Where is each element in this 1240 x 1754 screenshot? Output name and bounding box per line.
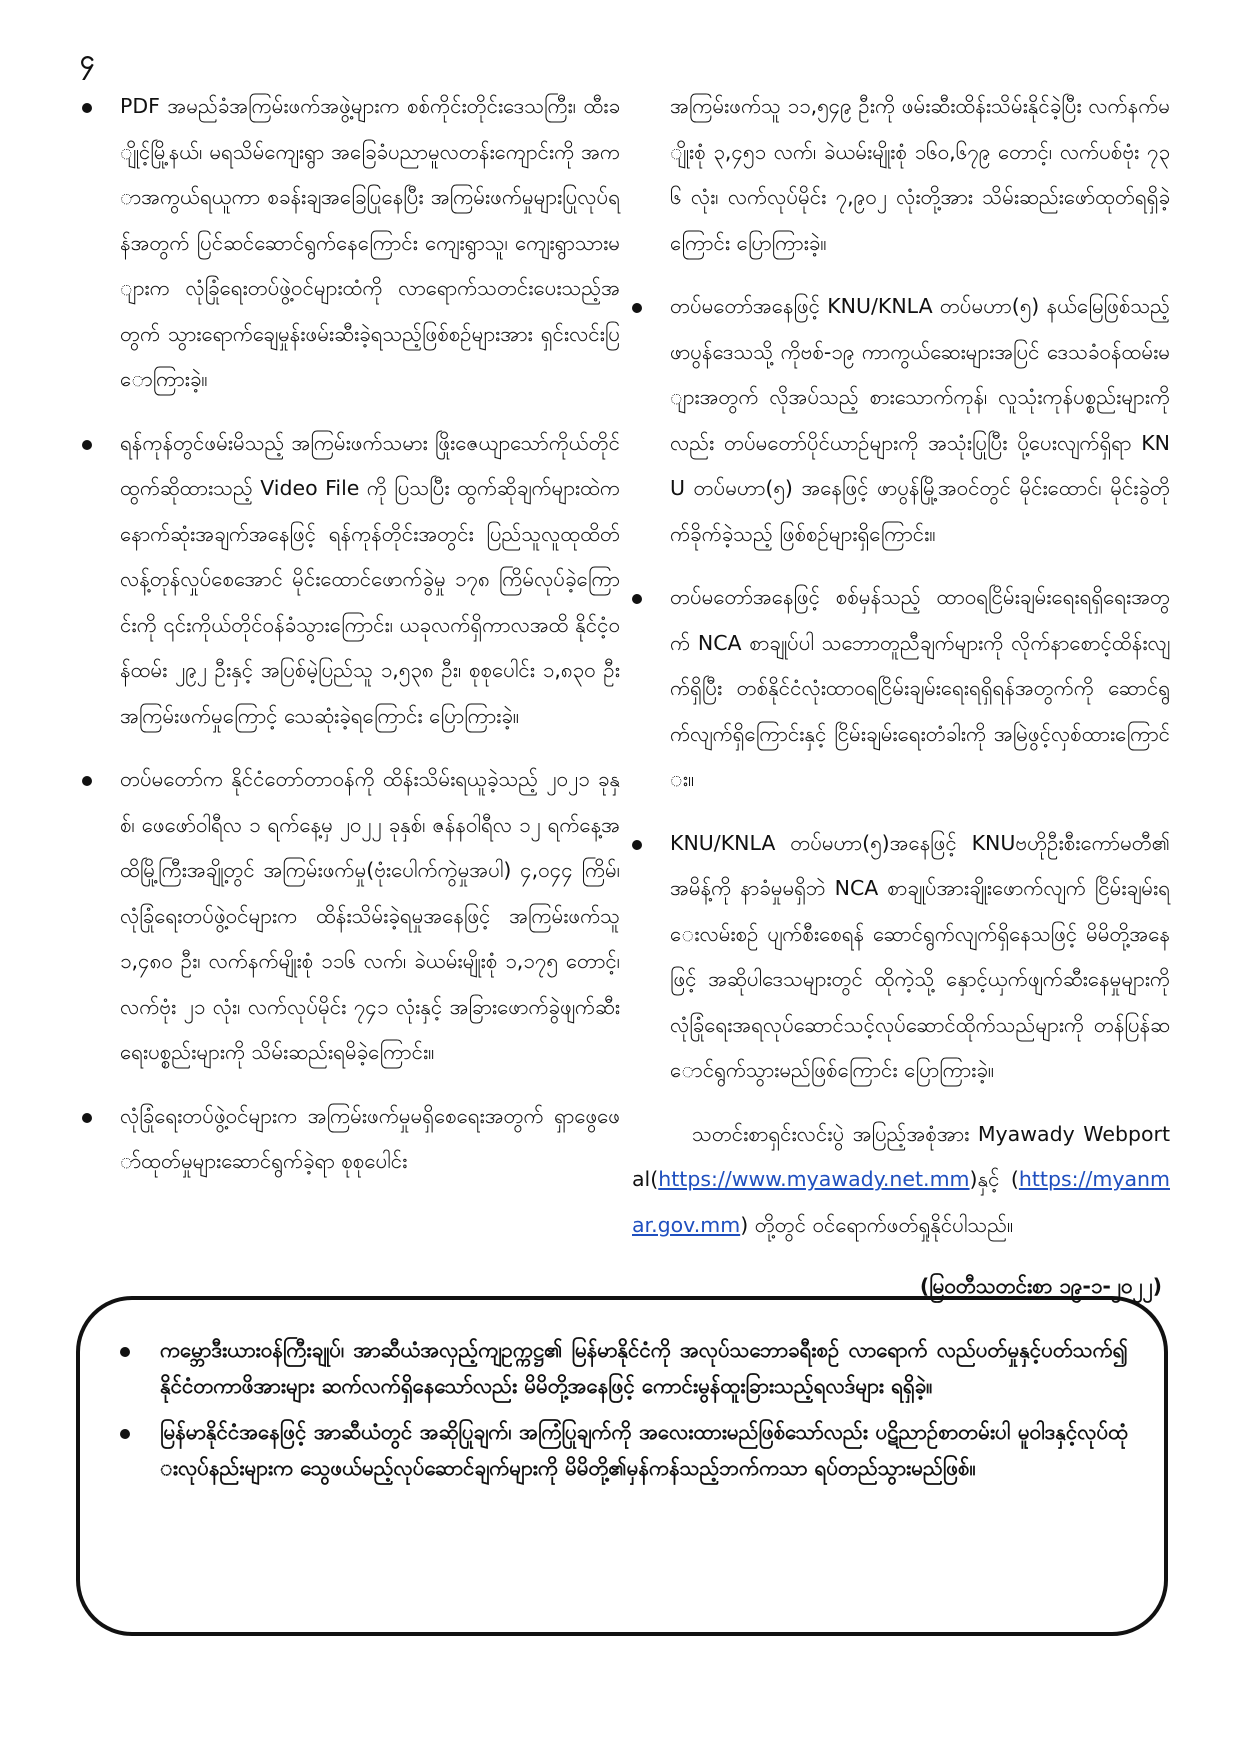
paragraph-text: တပ်မတော်က နိုင်ငံတော်တာဝန်ကို ထိန်းသိမ်းရယူခဲ့သည့် ၂၀၂၁ ခုနှစ်၊ ဖေဖော်ဝါရီလ ၁ ရက်နေ့မှ ၂၀၂၂ ခုနှစ်၊ ဇန်နဝါရီလ ၁၂ ရက်နေ့အထိမြို့ကြီးအချို့တွင် အကြမ်းဖက်မှု(ဗုံးပေါက်ကွဲမှုအပါ) ၄,၀၄၄ ကြိမ်၊ လုံခြုံရေးတပ်ဖွဲ့ဝင်များက ထိန်းသိမ်းခဲ့ရမှုအနေဖြင့် အကြမ်းဖက်သူ ၁,၄၈၀ ဦး၊ လက်နက်မျိုးစုံ ၁၁၆ လက်၊ ခဲယမ်းမျိုးစုံ ၁,၁၇၅ တောင့်၊ လက်ဗုံး ၂၁ လုံး၊ လက်လုပ်မိုင်း ၇၄၁ လုံးနှင့် အခြားဖောက်ခွဲဖျက်ဆီးရေးပစ္စည်းများကို သိမ်းဆည်းရမိခဲ့ကြောင်း။ bbox=[120, 767, 620, 1064]
bullet-icon bbox=[82, 776, 92, 786]
closing-mid-text: )နှင့် ( bbox=[969, 1167, 1019, 1191]
bullet-paragraph bbox=[632, 284, 1170, 557]
page-number: ၄ bbox=[80, 45, 95, 75]
paragraph-text: KNU/KNLA တပ်မဟာ(၅)အနေဖြင့် KNUဗဟိုဦးစီးကော်မတီ၏အမိန့်ကို နာခံမှုမရှိဘဲ NCA စာချုပ်အားချိုးဖောက်လျက် ငြိမ်းချမ်းရေးလမ်းစဉ် ပျက်စီးစေရန် ဆောင်ရွက်လျက်ရှိနေသဖြင့် မိမိတို့အနေဖြင့် အဆိုပါဒေသများတွင် ထိုကဲ့သို့ နှောင့်ယှက်ဖျက်ဆီးနေမှုများကို လုံခြုံရေးအရလုပ်ဆောင်သင့်လုပ်ဆောင်ထိုက်သည်များကို တန်ပြန်ဆောင်ရွက်သွားမည်ဖြစ်ကြောင်း ပြောကြားခဲ့။ bbox=[670, 830, 1170, 1082]
bullet-icon bbox=[120, 1347, 130, 1357]
bullet-paragraph bbox=[82, 1094, 620, 1185]
summary-text: ကမ္ဘောဒီးယားဝန်ကြီးချုပ်၊ အာဆီယံအလှည့်ကျဥက္ကဋ္ဌ၏ မြန်မာနိုင်ငံကို အလုပ်သဘောခရီးစဉ် လာရောက် လည်ပတ်မှုနှင့်ပတ်သက်၍ နိုင်ငံတကာဖိအားများ ဆက်လက်ရှိနေသော်လည်း မိမိတို့အနေဖြင့် ကောင်းမွန်ထူးခြားသည့်ရလဒ်များ ရရှိခဲ့။ bbox=[160, 1338, 1128, 1398]
paragraph-text: တပ်မတော်အနေဖြင့် စစ်မှန်သည့် ထာဝရငြိမ်းချမ်းရေးရရှိရေးအတွက် NCA စာချုပ်ပါ သဘောတူညီချက်များကို လိုက်နာစောင့်ထိန်းလျက်ရှိပြီး တစ်နိုင်ငံလုံးထာဝရငြိမ်းချမ်းရေးရရှိရန်အတွက်ကို ဆောင်ရွက်လျက်ရှိကြောင်းနှင့် ငြိမ်းချမ်းရေးတံခါးကို အမြဲဖွင့်လှစ်ထားကြောင်း။ bbox=[670, 585, 1170, 791]
bullet-icon bbox=[632, 594, 642, 604]
bullet-paragraph bbox=[82, 757, 620, 1076]
paragraph-text: PDF အမည်ခံအကြမ်းဖက်အဖွဲ့များက စစ်ကိုင်းတိုင်းဒေသကြီး၊ ထီးချိုင့်မြို့နယ်၊ မရသိမ်ကျေးရွာ အခြေခံပညာမူလတန်းကျောင်းကို အကာအကွယ်ရယူကာ စခန်းချအခြေပြုနေပြီး အကြမ်းဖက်မှုများပြုလုပ်ရန်အတွက် ပြင်ဆင်ဆောင်ရွက်နေကြောင်း ကျေးရွာသူ၊ ကျေးရွာသားများက လုံခြုံရေးတပ်ဖွဲ့ဝင်များထံကို လာရောက်သတင်းပေးသည့်အတွက် သွားရောက်ချေမှုန်းဖမ်းဆီးခဲ့ရသည့်ဖြစ်စဉ်များအား ရှင်းလင်းပြောကြားခဲ့။ bbox=[120, 94, 620, 391]
bullet-paragraph bbox=[82, 84, 620, 403]
closing-tail-text: ) တို့တွင် ဝင်ရောက်ဖတ်ရှုနိုင်ပါသည်။ bbox=[740, 1212, 1014, 1237]
bullet-paragraph bbox=[82, 421, 620, 740]
bullet-icon bbox=[82, 440, 92, 450]
bullet-icon bbox=[82, 103, 92, 113]
continued-paragraph bbox=[632, 84, 1170, 266]
right-column bbox=[632, 84, 1170, 1306]
myawady-link[interactable]: https://www.myawady.net.mm bbox=[658, 1167, 970, 1191]
source-date: (မြဝတီသတင်းစာ ၁၉-၁-၂၀၂၂) bbox=[919, 1274, 1162, 1298]
paragraph-text: လုံခြုံရေးတပ်ဖွဲ့ဝင်များက အကြမ်းဖက်မှုမရှိစေရေးအတွက် ရှာဖွေဖော်ထုတ်မှုများဆောင်ရွက်ခဲ့ရာ စုစုပေါင်း bbox=[120, 1103, 620, 1173]
bullet-icon bbox=[82, 1113, 92, 1123]
paragraph-text: တပ်မတော်အနေဖြင့် KNU/KNLA တပ်မဟာ(၅) နယ်မြေဖြစ်သည့် ဖာပွန်ဒေသသို့ ကိုဗစ်-၁၉ ကာကွယ်ဆေးများအပြင် ဒေသခံဝန်ထမ်းများအတွက် လိုအပ်သည့် စားသောက်ကုန်၊ လူသုံးကုန်ပစ္စည်းများကိုလည်း တပ်မတော်ပိုင်ယာဉ်များကို အသုံးပြုပြီး ပို့ပေးလျက်ရှိရာ KNU တပ်မဟာ(၅) အနေဖြင့် ဖာပွန်မြို့အဝင်တွင် မိုင်းထောင်၊ မိုင်းခွဲတိုက်ခိုက်ခဲ့သည့် ဖြစ်စဉ်များရှိကြောင်း။ bbox=[670, 294, 1170, 546]
paragraph-text: ရန်ကုန်တွင်ဖမ်းမိသည့် အကြမ်းဖက်သမား ဖြိုးဇေယျာသော်ကိုယ်တိုင် ထွက်ဆိုထားသည့် Video File ကို ပြသပြီး ထွက်ဆိုချက်များထဲက နောက်ဆုံးအချက်အနေဖြင့် ရန်ကုန်တိုင်းအတွင်း ပြည်သူလူထုထိတ်လန့်တုန်လှုပ်စေအောင် မိုင်းထောင်ဖောက်ခွဲမှု ၁၇၈ ကြိမ်လုပ်ခဲ့ကြောင်းကို ၎င်းကိုယ်တိုင်ဝန်ခံသွားကြောင်း၊ ယခုလက်ရှိကာလအထိ နိုင်ငံ့ဝန်ထမ်း ၂၉၂ ဦးနှင့် အပြစ်မဲ့ပြည်သူ ၁,၅၃၈ ဦး၊ စုစုပေါင်း ၁,၈၃၀ ဦး အကြမ်းဖက်မှုကြောင့် သေဆုံးခဲ့ရကြောင်း ပြောကြားခဲ့။ bbox=[120, 430, 620, 728]
closing-paragraph bbox=[632, 1112, 1170, 1249]
summary-item bbox=[116, 1332, 1128, 1404]
myanmar-gov-link[interactable]: https://myanmar.gov.mm bbox=[632, 1167, 1170, 1237]
closing-lead-text: သတင်းစာရှင်းလင်းပွဲ အပြည့်အစုံအား Myawady Webportal( bbox=[632, 1121, 1170, 1191]
left-column bbox=[82, 84, 620, 1203]
summary-item bbox=[116, 1414, 1128, 1486]
bullet-paragraph bbox=[632, 821, 1170, 1094]
bullet-icon bbox=[632, 303, 642, 313]
summary-box bbox=[76, 1296, 1168, 1636]
summary-text: မြန်မာနိုင်ငံအနေဖြင့် အာဆီယံတွင် အဆိုပြုချက်၊ အကြံပြုချက်ကို အလေးထားမည်ဖြစ်သော်လည်း ပဋိညာဉ်စာတမ်းပါ မူဝါဒနှင့်လုပ်ထုံးလုပ်နည်းများက သွေဖယ်မည့်လုပ်ဆောင်ချက်များကို မိမိတို့၏မှန်ကန်သည့်ဘက်ကသာ ရပ်တည်သွားမည်ဖြစ်။ bbox=[160, 1420, 1128, 1480]
bullet-icon bbox=[632, 840, 642, 850]
bullet-icon bbox=[120, 1429, 130, 1439]
paragraph-text: အကြမ်းဖက်သူ ၁၁,၅၄၉ ဦးကို ဖမ်းဆီးထိန်းသိမ်းနိုင်ခဲ့ပြီး လက်နက်မျိုးစုံ ၃,၄၅၁ လက်၊ ခဲယမ်းမျိုးစုံ ၁၆၀,၆၇၉ တောင့်၊ လက်ပစ်ဗုံး ၇၃၆ လုံး၊ လက်လုပ်မိုင်း ၇,၉၀၂ လုံးတို့အား သိမ်းဆည်းဖော်ထုတ်ရရှိခဲ့ကြောင်း ပြောကြားခဲ့။ bbox=[670, 94, 1170, 255]
bullet-paragraph bbox=[632, 575, 1170, 803]
